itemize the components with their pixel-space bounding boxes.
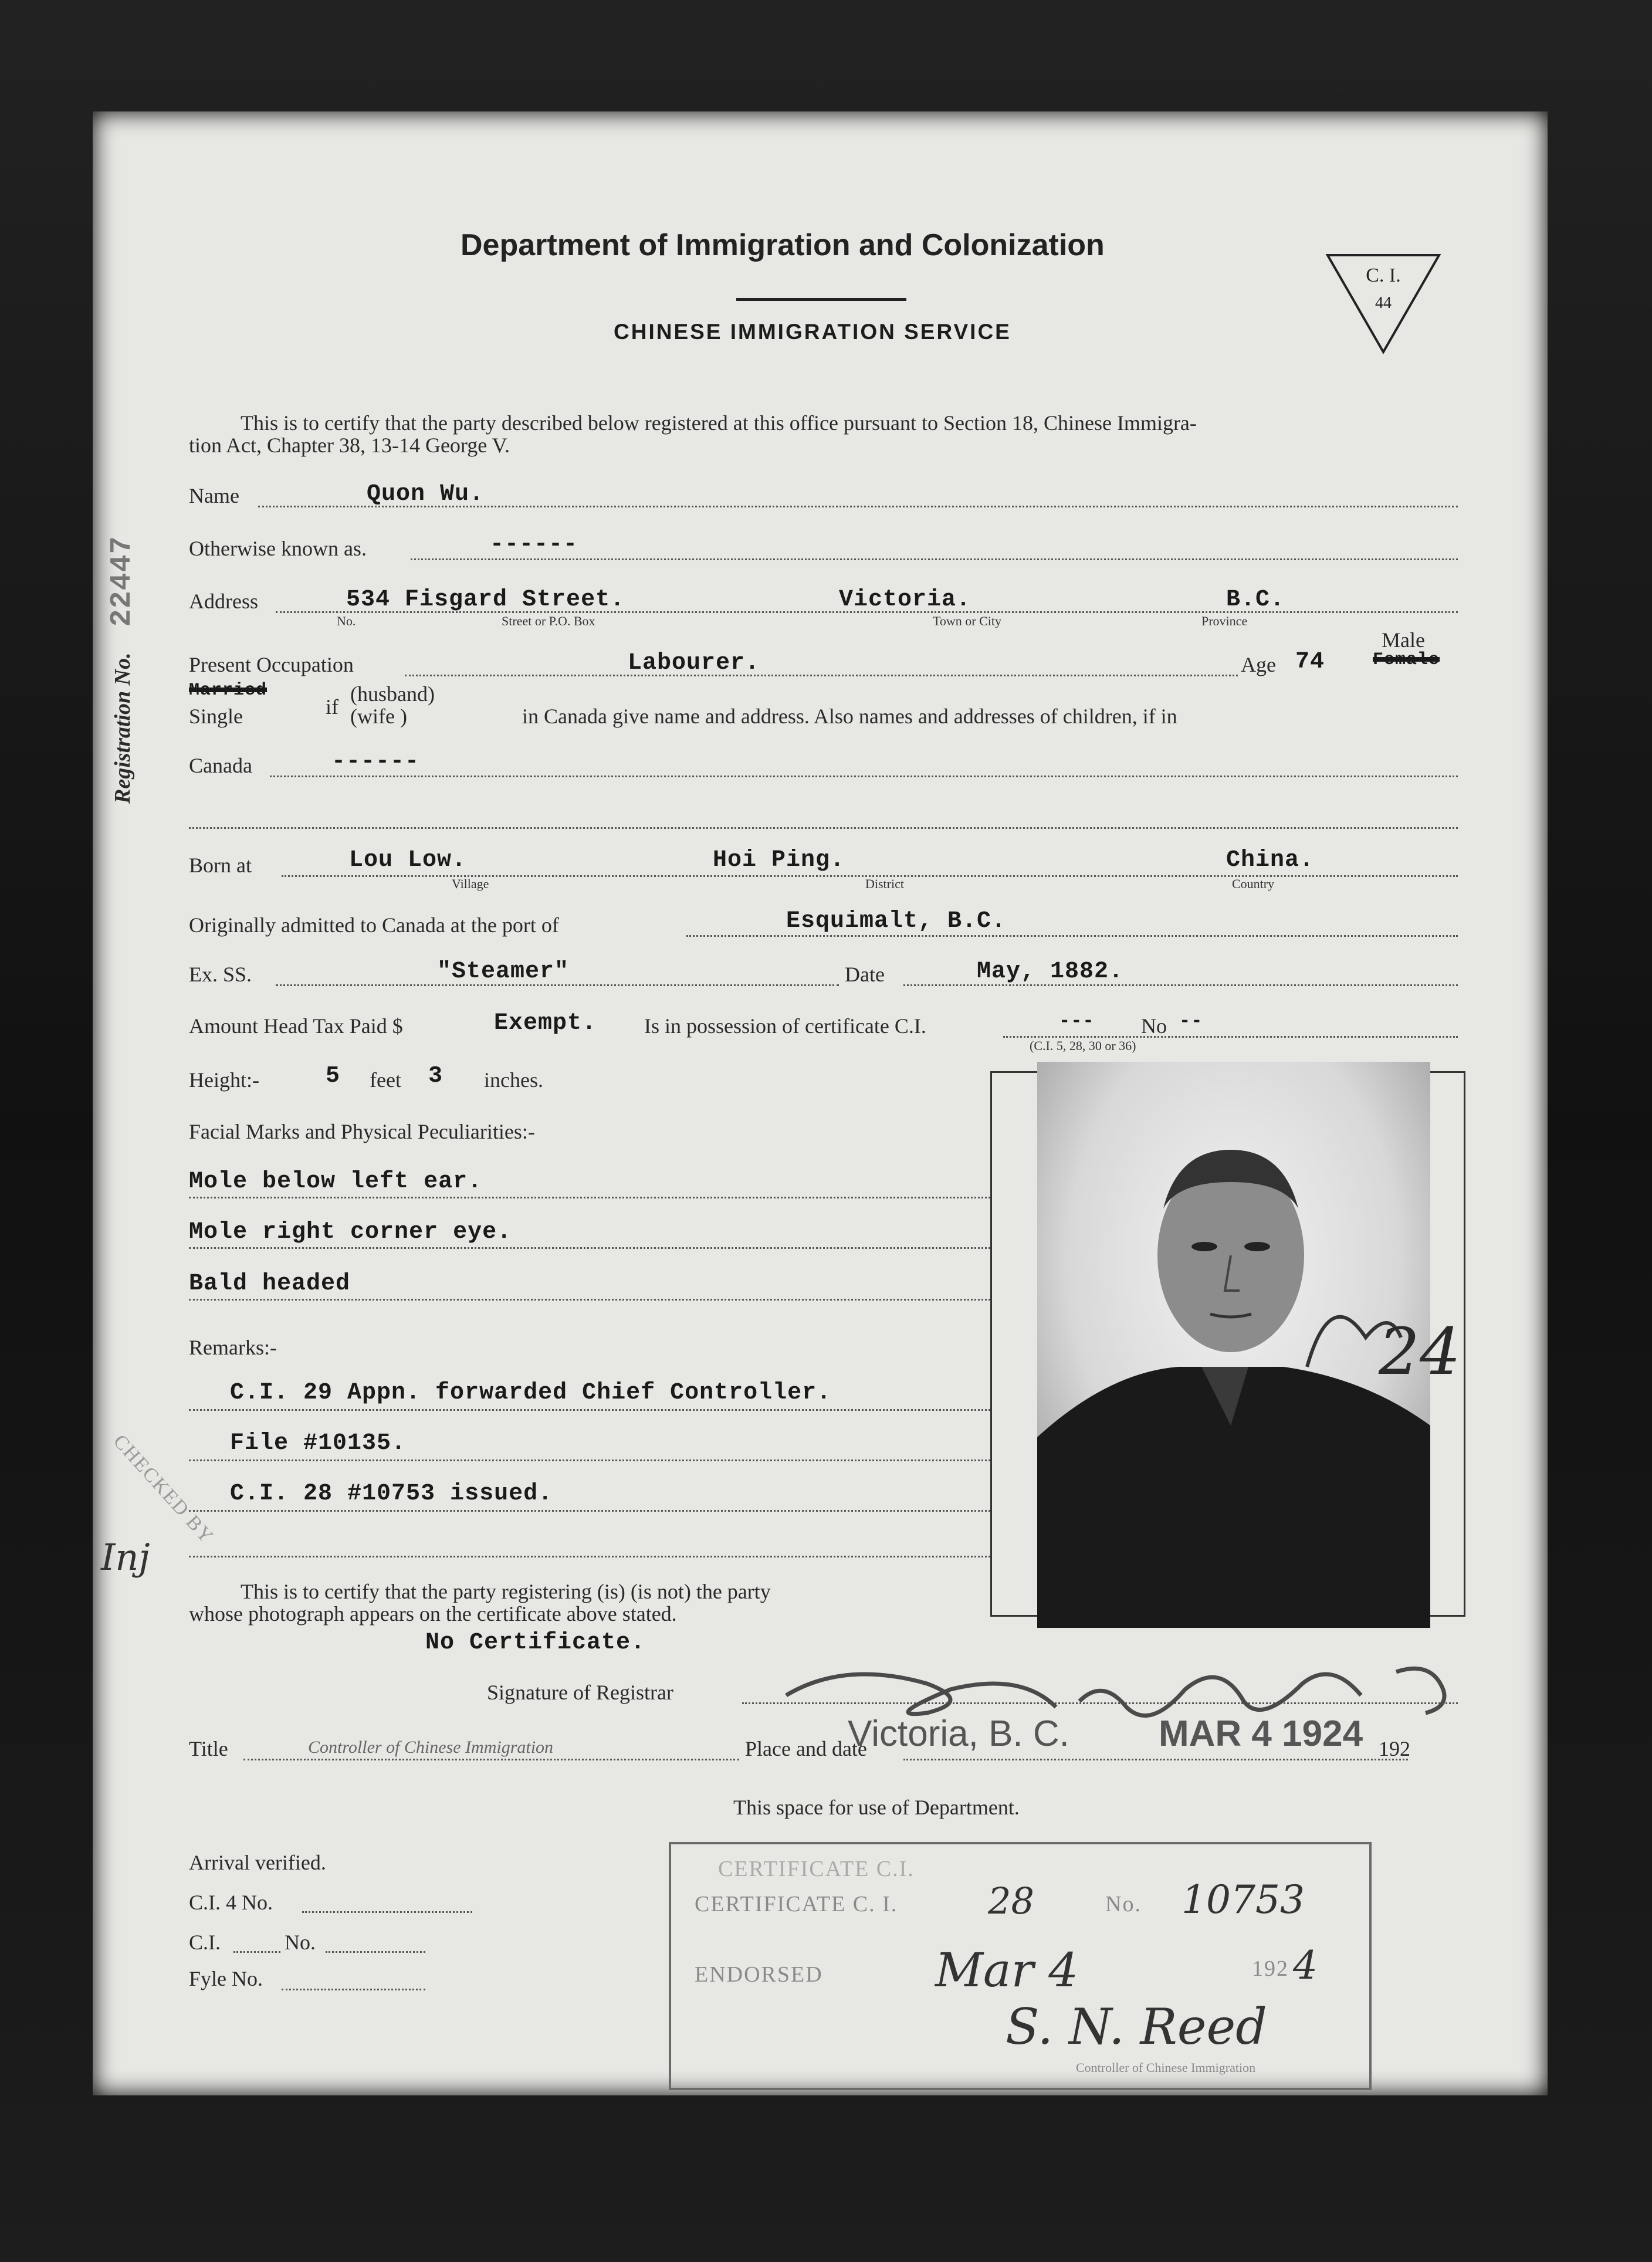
stamp-cert-ci: 28 [988, 1880, 1034, 1922]
address-sub-province: Province [1201, 614, 1248, 628]
mark-line-2 [189, 1247, 990, 1249]
remark-line-3 [189, 1510, 990, 1512]
born-sub-village: Village [452, 876, 489, 891]
registrant-photo [1037, 1062, 1430, 1628]
cert-label: Is in possession of certificate C.I. [644, 1014, 926, 1038]
department-title: Department of Immigration and Colonization [461, 228, 1105, 262]
stamp-signer-title: Controller of Chinese Immigration [1076, 2060, 1256, 2075]
husband-label: (husband) [350, 682, 435, 706]
name-label: Name [189, 484, 239, 507]
checker-initials: Inj [101, 1536, 150, 1579]
portrait-image [1037, 1062, 1430, 1628]
mark-2: Mole right corner eye. [189, 1219, 512, 1245]
date-value: May, 1882. [977, 959, 1124, 985]
no-label: No. [285, 1931, 316, 1954]
intro-line-1: This is to certify that the party described below registered at this office pursuant to Section 18, Chinese Immigra- [241, 411, 1197, 435]
title-value: Controller of Chinese Immigration [308, 1738, 554, 1757]
title-line [243, 1759, 739, 1760]
age-value: 74 [1295, 649, 1325, 675]
headtax-label: Amount Head Tax Paid $ [189, 1014, 403, 1038]
form-code-triangle [1325, 252, 1442, 355]
born-sub-country: Country [1232, 876, 1275, 891]
sex-male: Male [1382, 628, 1425, 652]
remark-1: C.I. 29 Appn. forwarded Chief Controller. [230, 1380, 832, 1406]
mark-line-3 [189, 1299, 990, 1301]
occupation-value: Labourer. [628, 650, 760, 676]
stamp-cert-no: 10753 [1182, 1877, 1305, 1922]
form-code-top: C. I. [1366, 265, 1401, 286]
cert-sub: (C.I. 5, 28, 30 or 36) [1030, 1038, 1136, 1053]
stamp-year-prefix: 192 [1252, 1956, 1289, 1981]
remarks-label: Remarks:- [189, 1336, 277, 1359]
port-value: Esquimalt, B.C. [786, 908, 1007, 934]
address-sub-street: Street or P.O. Box [502, 614, 595, 628]
mark-1: Mole below left ear. [189, 1169, 483, 1195]
otherwise-value: ------ [490, 531, 578, 558]
born-country: China. [1226, 847, 1315, 873]
height-inches: 3 [428, 1063, 444, 1089]
cert-line [1003, 1036, 1458, 1038]
wife-label: (wife ) [350, 705, 407, 728]
if-label: if [326, 695, 338, 719]
stamp-cert-label: CERTIFICATE C. I. [695, 1892, 898, 1916]
signature-label: Signature of Registrar [487, 1681, 673, 1704]
registration-number-block [106, 536, 139, 804]
cert-value: --- [1059, 1010, 1095, 1032]
born-sub-district: District [865, 876, 904, 891]
stamp-faint-top: CERTIFICATE C.I. [718, 1857, 915, 1881]
canada-extra-line [189, 827, 1458, 829]
feet-label: feet [370, 1068, 401, 1092]
header-rule [736, 298, 906, 301]
photo-note: 24 [1379, 1314, 1461, 1389]
port-label: Originally admitted to Canada at the port of [189, 913, 559, 937]
date-stamp: MAR 4 1924 [1159, 1714, 1363, 1754]
otherwise-line [411, 558, 1458, 560]
cert-no-value: -- [1179, 1010, 1203, 1032]
place-label: Place and date [745, 1737, 867, 1760]
address-sub-city: Town or City [933, 614, 1002, 628]
certify-line-2: whose photograph appears on the certificate above stated. [189, 1602, 677, 1626]
ci4-label: C.I. 4 No. [189, 1891, 273, 1914]
single-label: Single [189, 705, 243, 728]
remark-line-2 [189, 1460, 990, 1461]
canada-line [270, 776, 1458, 777]
place-value: Victoria, B. C. [848, 1714, 1069, 1754]
stamp-year-digit: 4 [1293, 1943, 1318, 1988]
born-village: Lou Low. [349, 847, 467, 873]
remark-3: C.I. 28 #10753 issued. [230, 1481, 553, 1507]
stamp-no-label: No. [1105, 1892, 1142, 1916]
remark-2: File #10135. [230, 1430, 407, 1457]
headtax-value: Exempt. [494, 1010, 597, 1037]
born-label: Born at [189, 854, 252, 877]
occupation-label: Present Occupation [189, 653, 354, 676]
age-label: Age [1241, 653, 1276, 676]
fyle-line [282, 1989, 425, 1990]
service-title: CHINESE IMMIGRATION SERVICE [614, 320, 1011, 344]
address-street: 534 Fisgard Street. [346, 587, 625, 613]
mark-3: Bald headed [189, 1271, 351, 1297]
date-label: Date [845, 963, 885, 986]
stamp-endorsed-date: Mar 4 [935, 1943, 1079, 1997]
address-city: Victoria. [839, 587, 971, 613]
address-label: Address [189, 590, 258, 613]
registration-number: 22447 [106, 536, 139, 627]
sex-struck: Female [1373, 650, 1440, 670]
ci4-line [302, 1911, 472, 1913]
certify-typed: No Certificate. [425, 1630, 646, 1656]
department-use-label: This space for use of Department. [733, 1796, 1020, 1819]
canada-instructions: in Canada give name and address. Also names and addresses of children, if in [522, 705, 1177, 728]
stamp-endorsed-label: ENDORSED [695, 1962, 823, 1987]
height-label: Height:- [189, 1068, 259, 1092]
born-district: Hoi Ping. [713, 847, 845, 873]
otherwise-label: Otherwise known as. [189, 537, 367, 560]
mark-line-1 [189, 1197, 990, 1198]
endorsement-stamp [669, 1842, 1372, 2090]
married-struck: Married [189, 680, 268, 700]
intro-line-2: tion Act, Chapter 38, 13-14 George V. [189, 434, 510, 457]
arrival-verified: Arrival verified. [189, 1851, 326, 1874]
year-suffix: 192 [1379, 1737, 1410, 1760]
no-line [326, 1951, 425, 1953]
checked-by-stamp: CHECKED BY [109, 1430, 218, 1548]
remark-line-4 [189, 1556, 990, 1557]
cert-no-label: No [1141, 1014, 1167, 1038]
name-value: Quon Wu. [367, 481, 485, 507]
ci-label: C.I. [189, 1931, 221, 1954]
place-line [903, 1759, 1408, 1760]
form-code-num: 44 [1375, 294, 1392, 312]
address-sub-no: No. [337, 614, 356, 628]
inches-label: inches. [484, 1068, 543, 1092]
canada-value: ------ [331, 749, 420, 775]
ci-line [233, 1951, 280, 1953]
certify-line-1: This is to certify that the party registering (is) (is not) the party [241, 1580, 771, 1603]
marks-label: Facial Marks and Physical Peculiarities:- [189, 1120, 535, 1143]
registration-label: Registration No. [110, 652, 135, 804]
title-label: Title [189, 1737, 228, 1760]
fyle-label: Fyle No. [189, 1967, 263, 1990]
occupation-line [405, 675, 1238, 676]
exss-label: Ex. SS. [189, 963, 252, 986]
port-line [686, 935, 1458, 937]
remark-line-1 [189, 1409, 990, 1411]
address-province: B.C. [1226, 587, 1285, 613]
exss-value: "Steamer" [437, 959, 570, 985]
stamp-signer: S. N. Reed [1006, 1998, 1267, 2056]
canada-label: Canada [189, 754, 252, 777]
height-feet: 5 [326, 1063, 341, 1089]
